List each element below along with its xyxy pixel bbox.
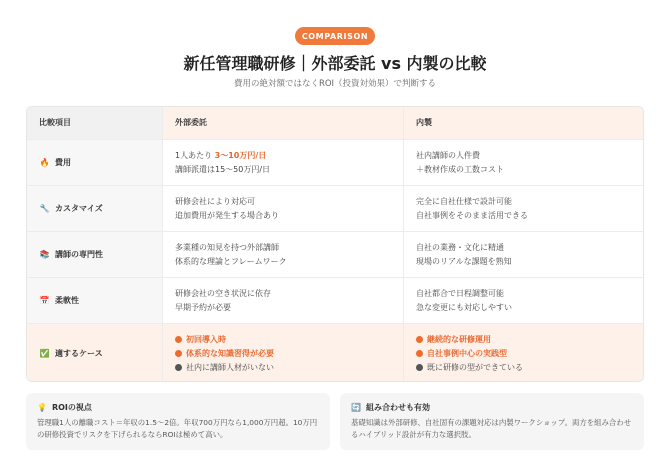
- bullet-dot-icon: [175, 336, 182, 343]
- case-bullet: 既に研修の型ができている: [416, 361, 644, 375]
- cost-internal: [404, 140, 644, 185]
- cost-external: [163, 140, 404, 185]
- table-row-flexibility: [27, 278, 644, 324]
- books-icon: 📚: [39, 249, 50, 259]
- suitable-case-external: [163, 324, 404, 382]
- customize-internal-line2: 自社事例をそのまま活用できる: [416, 210, 528, 220]
- row-label-customize: [27, 186, 163, 231]
- table-row-expertise: [27, 232, 644, 278]
- table-header-row: [27, 107, 644, 140]
- flexibility-external-line2: 早期予約が必要: [175, 302, 231, 312]
- row-label-expertise: [27, 232, 163, 277]
- case-bullet: 自社事例中心の実践型: [416, 347, 644, 361]
- row-label-text: 費用: [55, 157, 71, 167]
- customize-external-line2: 追加費用が発生する場合あり: [175, 210, 279, 220]
- bullet-dot-icon: [416, 350, 423, 357]
- bullet-dot-icon: [175, 350, 182, 357]
- expertise-internal: [404, 232, 644, 277]
- header-item: 比較項目: [27, 107, 163, 139]
- cost-external-line2: 講師派遣は15〜50万円/日: [175, 164, 271, 174]
- roi-note-title-text: ROIの視点: [51, 403, 92, 412]
- expertise-internal-line1: 自社の業務・文化に精通: [416, 242, 504, 252]
- flexibility-external-line1: 研修会社の空き状況に依存: [175, 288, 271, 298]
- expertise-external-line2: 体系的な理論とフレームワーク: [175, 256, 287, 266]
- bullet-dot-icon: [416, 336, 423, 343]
- flexibility-internal: [404, 278, 644, 323]
- table-row-suitable-case: [27, 324, 644, 382]
- roi-note-text: 管理職1人の離職コスト＝年収の1.5〜2倍。年収700万円なら1,000万円超。10万円の研修投資でリスクを下げられるならROIは極めて高い。: [37, 418, 318, 439]
- customize-external-line1: 研修会社により対応可: [175, 196, 255, 206]
- case-bullet: 社内に講師人材がいない: [175, 361, 403, 375]
- cycle-icon: 🔄: [351, 403, 361, 412]
- customize-internal-line1: 完全に自社仕様で設計可能: [416, 196, 512, 206]
- page-subtitle: 費用の絶対額ではなくROI（投資対効果）で判断する: [233, 79, 437, 89]
- customize-external: [163, 186, 404, 231]
- bullet-dot-icon: [175, 364, 182, 371]
- case-bullet: 初回導入時: [175, 333, 403, 347]
- table-row-cost: [27, 140, 644, 186]
- combo-note: [340, 393, 644, 450]
- header-internal: 内製: [404, 107, 644, 139]
- expertise-internal-line2: 現場のリアルな課題を熟知: [416, 256, 512, 266]
- expertise-external: [163, 232, 404, 277]
- cost-internal-line1: 社内講師の人件費: [416, 150, 480, 160]
- fire-icon: 🔥: [39, 157, 50, 167]
- row-label-text: 柔軟性: [55, 295, 79, 305]
- case-bullet: 体系的な知識習得が必要: [175, 347, 403, 361]
- flexibility-external: [163, 278, 404, 323]
- wrench-icon: 🔧: [39, 203, 50, 213]
- cost-external-prefix: 1人あたり: [175, 150, 215, 160]
- page-title: 新任管理職研修｜外部委託 vs 内製の比較: [183, 54, 487, 73]
- table-row-customize: [27, 186, 644, 232]
- bullet-dot-icon: [416, 364, 423, 371]
- combo-note-title: [351, 402, 633, 413]
- flexibility-internal-line2: 急な変更にも対応しやすい: [416, 302, 512, 312]
- calendar-icon: 📅: [39, 295, 50, 305]
- combo-note-title-text: 組み合わせも有効: [365, 403, 430, 412]
- row-label-text: 適するケース: [55, 348, 103, 358]
- expertise-external-line1: 多業種の知見を持つ外部講師: [175, 242, 279, 252]
- combo-note-text: 基礎知識は外部研修、自社固有の課題対応は内製ワークショップ。両方を組み合わせるハイブリッド設計が有力な選択肢。: [351, 418, 632, 439]
- suitable-case-internal: [404, 324, 644, 382]
- row-label-text: カスタマイズ: [55, 203, 103, 213]
- row-label-cost: [27, 140, 163, 185]
- cost-external-highlight: 3〜10万円/日: [214, 150, 267, 160]
- row-label-text: 講師の専門性: [55, 249, 103, 259]
- header-external: 外部委託: [163, 107, 404, 139]
- comparison-table: [26, 106, 644, 382]
- lightbulb-icon: 💡: [37, 403, 47, 412]
- comparison-badge: COMPARISON: [295, 27, 375, 45]
- roi-note-title: [37, 402, 319, 413]
- row-label-flexibility: [27, 278, 163, 323]
- customize-internal: [404, 186, 644, 231]
- cost-internal-line2: ＋教材作成の工数コスト: [416, 164, 504, 174]
- check-icon: ✅: [39, 348, 50, 358]
- case-bullet: 継続的な研修運用: [416, 333, 644, 347]
- flexibility-internal-line1: 自社都合で日程調整可能: [416, 288, 504, 298]
- row-label-suitable-case: [27, 324, 163, 382]
- roi-note: [26, 393, 330, 450]
